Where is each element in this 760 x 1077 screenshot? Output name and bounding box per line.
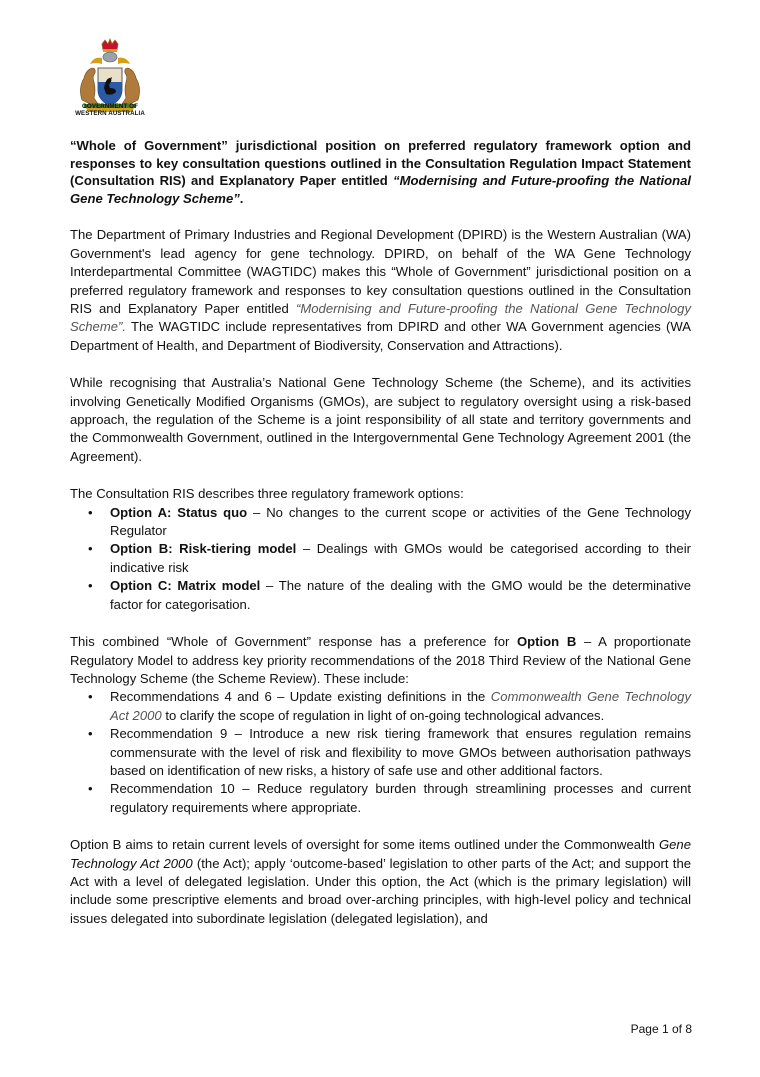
- bullet-icon: •: [88, 504, 93, 520]
- option-label: Option A: Status quo: [110, 504, 248, 520]
- list-item: [70, 577, 691, 614]
- crest-caption-line1: GOVERNMENT OF: [82, 103, 138, 110]
- list-item: [70, 688, 691, 725]
- option-text: – No changes to the current scope or activities of the Gene Technology Regulator: [110, 504, 691, 539]
- crest-caption: [64, 103, 156, 117]
- document-body: [70, 137, 691, 928]
- list-item: [70, 725, 691, 780]
- page-number: Page 1 of 8: [630, 1022, 692, 1036]
- paragraph-preference: [70, 633, 691, 688]
- list-item: [70, 780, 691, 817]
- para3-bold: Option B: [517, 634, 577, 650]
- option-label: Option C: Matrix model: [110, 578, 261, 594]
- title-end: .: [239, 190, 244, 206]
- para1-italic: “Modernising and Future-proofing the National Gene Technology Scheme”.: [70, 301, 691, 335]
- bullet-icon: •: [88, 541, 93, 557]
- paragraph-option-b: [70, 836, 691, 928]
- para4-italic: Gene Technology Act 2000: [70, 837, 691, 871]
- bullet-icon: •: [88, 689, 93, 705]
- recommendation-text: Recommendation 10 – Reduce regulatory burden through streamlining processes and current regulatory requirements where appropriate.: [110, 781, 691, 815]
- bullet-icon: •: [88, 726, 93, 742]
- bullet-icon: •: [88, 578, 93, 594]
- recommendation-text: Recommendation 9 – Introduce a new risk tiering framework that ensures regulation remains commensurate with the level of risk and flexibility to move GMOs between authorisation pathways based on identification of new risks, a history of safe use and other additional factors.: [110, 726, 691, 778]
- option-label: Option B: Risk-tiering model: [110, 541, 297, 557]
- list-item: [70, 504, 691, 541]
- list-item: [70, 540, 691, 577]
- crest-caption-line2: WESTERN AUSTRALIA: [75, 110, 145, 117]
- document-title: [70, 137, 691, 207]
- option-text: – Dealings with GMOs would be categorised according to their indicative risk: [110, 541, 691, 575]
- paragraph-scheme: While recognising that Australia’s National Gene Technology Scheme (the Scheme), and its activities involving Genetically Modified Organisms (GMOs), are subject to regulatory oversight using a risk-based approach, the regulation of the Scheme is a joint responsibility of all state and territory governments and the Commonwealth Government, outlined in the Intergovernmental Gene Technology Agreement 2001 (the Agreement).: [70, 375, 691, 464]
- options-list: [70, 504, 691, 614]
- para3-text: This combined “Whole of Government” response has a preference for: [70, 634, 517, 650]
- para4-text-2: (the Act); apply ‘outcome-based’ legislation to other parts of the Act; and support the Act with a level of delegated legislation. Under this option, the Act (which is the primary legislation) will include some prescriptive elements and broad over-arching principles, with high-level policy and technical issues delegated into subordinate legislation (delegated legislation), and: [70, 855, 692, 926]
- bullet-icon: •: [88, 781, 93, 797]
- options-intro: The Consultation RIS describes three regulatory framework options:: [70, 486, 464, 502]
- para1-text-2: The WAGTIDC include representatives from DPIRD and other WA Government agencies (WA Department of Health, and Department of Biodiversity, Conservation and Attractions).: [70, 319, 691, 353]
- para4-text: Option B aims to retain current levels of oversight for some items outlined under the Commonwealth: [70, 837, 659, 853]
- paragraph-dpird: [70, 226, 691, 355]
- para1-text: The Department of Primary Industries and Regional Development (DPIRD) is the Western Australian (WA) Government's lead agency for gene technology. DPIRD, on behalf of the WA Gene Technology Interdepartmental Committee (WAGTIDC) makes this “Whole of Government” jurisdictional position on a preferred regulatory framework and responses to key consultation questions outlined in the Consultation RIS and Explanatory Paper entitled: [70, 227, 691, 316]
- recommendation-italic: Commonwealth Gene Technology Act 2000: [110, 689, 692, 723]
- recommendations-list: [70, 688, 691, 817]
- title-text: “Whole of Government” jurisdictional position on preferred regulatory framework option and responses to key consultation questions outlined in the Consultation Regulation Impact Statement (Consultation RIS) and Explanatory Paper entitled: [70, 138, 691, 189]
- para3-text-2: – A proportionate Regulatory Model to address key priority recommendations of the 2018 Third Review of the National Gene Technology Scheme (the Scheme Review). These include:: [70, 634, 691, 686]
- title-italic: “Modernising and Future-proofing the National Gene Technology Scheme”: [70, 173, 691, 206]
- recommendation-text: Recommendations 4 and 6 – Update existing definitions in the: [110, 689, 491, 705]
- recommendation-text-2: to clarify the scope of regulation in light of on-going technological advances.: [161, 707, 605, 723]
- option-text: – The nature of the dealing with the GMO would be the determinative factor for categorisation.: [110, 578, 691, 612]
